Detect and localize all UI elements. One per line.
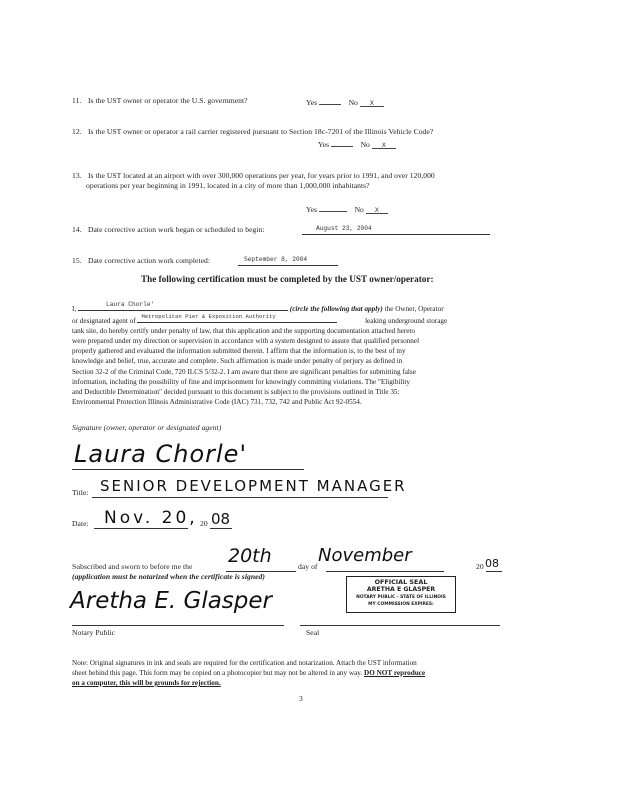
seal-line bbox=[300, 625, 500, 626]
question-11-text: Is the UST owner or operator the U.S. government? bbox=[87, 96, 248, 105]
question-12-yes-blank[interactable] bbox=[331, 138, 353, 147]
question-14 bbox=[72, 225, 265, 235]
notary-year-prefix: 20 bbox=[476, 562, 484, 571]
date-label: Date: bbox=[72, 519, 89, 528]
question-13-number: 13. bbox=[72, 171, 82, 180]
question-12-number: 12. bbox=[72, 127, 82, 136]
question-15-field[interactable] bbox=[238, 265, 338, 266]
signature-line[interactable] bbox=[72, 469, 304, 470]
question-13 bbox=[72, 171, 435, 181]
certification-line: Environmental Protection Illinois Administrative Code (IAC) 731, 732, 742 and Public Act 92-0554. bbox=[72, 397, 362, 406]
question-13-line1: Is the UST located at an airport with over 300,000 operations per year, for years prior to 1991, and over 120,000 bbox=[87, 171, 435, 180]
subscribed-text: Subscribed and sworn to before me the bbox=[72, 562, 193, 571]
question-11-yes-blank[interactable] bbox=[319, 96, 341, 105]
question-13-yes-blank[interactable] bbox=[319, 203, 347, 212]
certifier-name-field[interactable] bbox=[78, 302, 288, 311]
date-field[interactable] bbox=[94, 528, 188, 529]
question-11-number: 11. bbox=[72, 96, 82, 105]
month-value: November bbox=[318, 545, 412, 566]
title-field[interactable] bbox=[92, 497, 388, 498]
question-12-no-mark: X bbox=[381, 142, 386, 149]
seal-state: NOTARY PUBLIC - STATE OF ILLINOIS bbox=[356, 594, 446, 600]
page-number: 3 bbox=[299, 694, 303, 703]
question-13-no-blank[interactable] bbox=[366, 205, 388, 214]
question-13-no-mark: X bbox=[374, 207, 379, 214]
certification-heading: The following certification must be completed by the UST owner/operator: bbox=[141, 274, 434, 284]
question-14-value: August 23, 2004 bbox=[316, 225, 372, 232]
question-11-no-blank[interactable] bbox=[360, 98, 384, 107]
question-12-no-blank[interactable] bbox=[372, 140, 396, 149]
notary-signature: Aretha E. Glasper bbox=[70, 588, 272, 614]
question-12-yes-label: Yes bbox=[318, 140, 330, 149]
certification-line2-end: leaking underground storage bbox=[365, 317, 448, 326]
seal-title: OFFICIAL SEAL bbox=[374, 578, 428, 586]
certification-line: properly gathered and evaluated the information submitted therein. I affirm that the information is, to the best of my bbox=[72, 347, 406, 356]
day-of-label: day of bbox=[298, 562, 318, 571]
seal-label: Seal bbox=[306, 628, 320, 637]
footer-line-2a: sheet behind this page. This form may be copied on a photocopier but may not be altered in any way. bbox=[72, 669, 363, 677]
question-15 bbox=[72, 256, 210, 266]
footer-line-1: Note: Original signatures in ink and seals are required for the certification and notarization. Attach the UST information bbox=[72, 659, 417, 667]
agent-of-value: Metropolitan Pier & Exposition Authority bbox=[141, 313, 276, 321]
footer-line-3: on a computer, this will be grounds for rejection. bbox=[72, 679, 221, 687]
question-11 bbox=[72, 96, 248, 106]
title-value: SENIOR DEVELOPMENT MANAGER bbox=[100, 477, 407, 495]
notary-public-label: Notary Public bbox=[72, 628, 116, 637]
question-11-answer bbox=[306, 96, 384, 107]
question-15-number: 15. bbox=[72, 256, 82, 265]
certification-line1-end: the Owner, Operator bbox=[384, 305, 444, 313]
signature-label: Signature (owner, operator or designated agent) bbox=[72, 423, 222, 432]
question-13-answer bbox=[306, 203, 388, 214]
certification-line: information, including the possibility of fine and imprisonment for knowingly committing violations. The "Eligibility bbox=[72, 377, 410, 386]
title-label: Title: bbox=[72, 488, 89, 497]
question-12 bbox=[72, 127, 433, 137]
certification-line: Section 32-2 of the Criminal Code, 720 ILCS 5/32-2. I am aware that there are significant penalties for submitting false bbox=[72, 367, 416, 376]
seal-name: ARETHA E GLASPER bbox=[366, 586, 436, 594]
footer-line-2b: DO NOT reproduce bbox=[364, 669, 426, 677]
seal-expires: MY COMMISSION EXPIRES: bbox=[368, 602, 434, 608]
certification-line: and Deductible Determination" decided pursuant to this document is subject to the provisions outlined in Title 35: bbox=[72, 387, 400, 396]
certification-line: knowledge and belief, true, accurate and complete. Such affirmation is made under penalty of perjury as defined in bbox=[72, 357, 403, 366]
date-value: Nov. 20, bbox=[104, 508, 198, 528]
certification-i-label: I, bbox=[72, 305, 77, 313]
question-12-answer bbox=[318, 138, 396, 149]
question-13-line2: operations per year beginning in 1991, located in a city of more than 1,000,000 inhabitants? bbox=[86, 181, 370, 190]
certification-line: were prepared under my direction or supervision in accordance with a system designed to assure that qualified personnel bbox=[72, 337, 420, 346]
certification-line-agent bbox=[72, 314, 532, 326]
question-15-value: September 8, 2004 bbox=[244, 256, 308, 263]
question-14-text: Date corrective action work began or scheduled to begin: bbox=[87, 225, 265, 234]
agent-of-field[interactable] bbox=[137, 314, 337, 323]
certification-line: tank site, do hereby certify under penalty of law, that this application and the supporting documentation attached hereto bbox=[72, 327, 416, 336]
day-value: 20th bbox=[228, 545, 272, 567]
question-12-text: Is the UST owner or operator a rail carrier registered pursuant to Section 18c-7201 of the Illinois Vehicle Code? bbox=[87, 127, 434, 136]
official-seal bbox=[346, 576, 456, 613]
question-13-no-label: No bbox=[354, 205, 364, 214]
question-13-yes-label: Yes bbox=[306, 205, 318, 214]
date-year-value: 08 bbox=[211, 510, 231, 528]
notary-year-field[interactable] bbox=[486, 571, 502, 572]
footer-line-2 bbox=[72, 668, 425, 678]
notarization-note: (application must be notarized when the certificate is signed) bbox=[72, 572, 265, 581]
certifier-name-value: Laura Chorle' bbox=[106, 301, 155, 308]
question-12-no-label: No bbox=[360, 140, 370, 149]
certification-paragraph bbox=[72, 302, 532, 407]
certification-circle-text: (circle the following that apply) bbox=[289, 305, 383, 313]
notary-year-value: 08 bbox=[485, 557, 499, 570]
question-11-no-mark: X bbox=[369, 100, 374, 107]
owner-signature: Laura Chorle' bbox=[74, 440, 248, 468]
question-14-number: 14. bbox=[72, 225, 82, 234]
certification-or-label: or designated agent of bbox=[72, 317, 136, 326]
notary-signature-line[interactable] bbox=[72, 625, 284, 626]
date-year-field[interactable] bbox=[210, 528, 232, 529]
month-field[interactable] bbox=[326, 571, 444, 572]
question-15-text: Date corrective action work completed: bbox=[87, 256, 211, 265]
question-11-yes-label: Yes bbox=[306, 98, 318, 107]
question-14-field[interactable] bbox=[302, 234, 490, 235]
date-year-prefix: 20 bbox=[200, 519, 208, 528]
question-11-no-label: No bbox=[348, 98, 358, 107]
